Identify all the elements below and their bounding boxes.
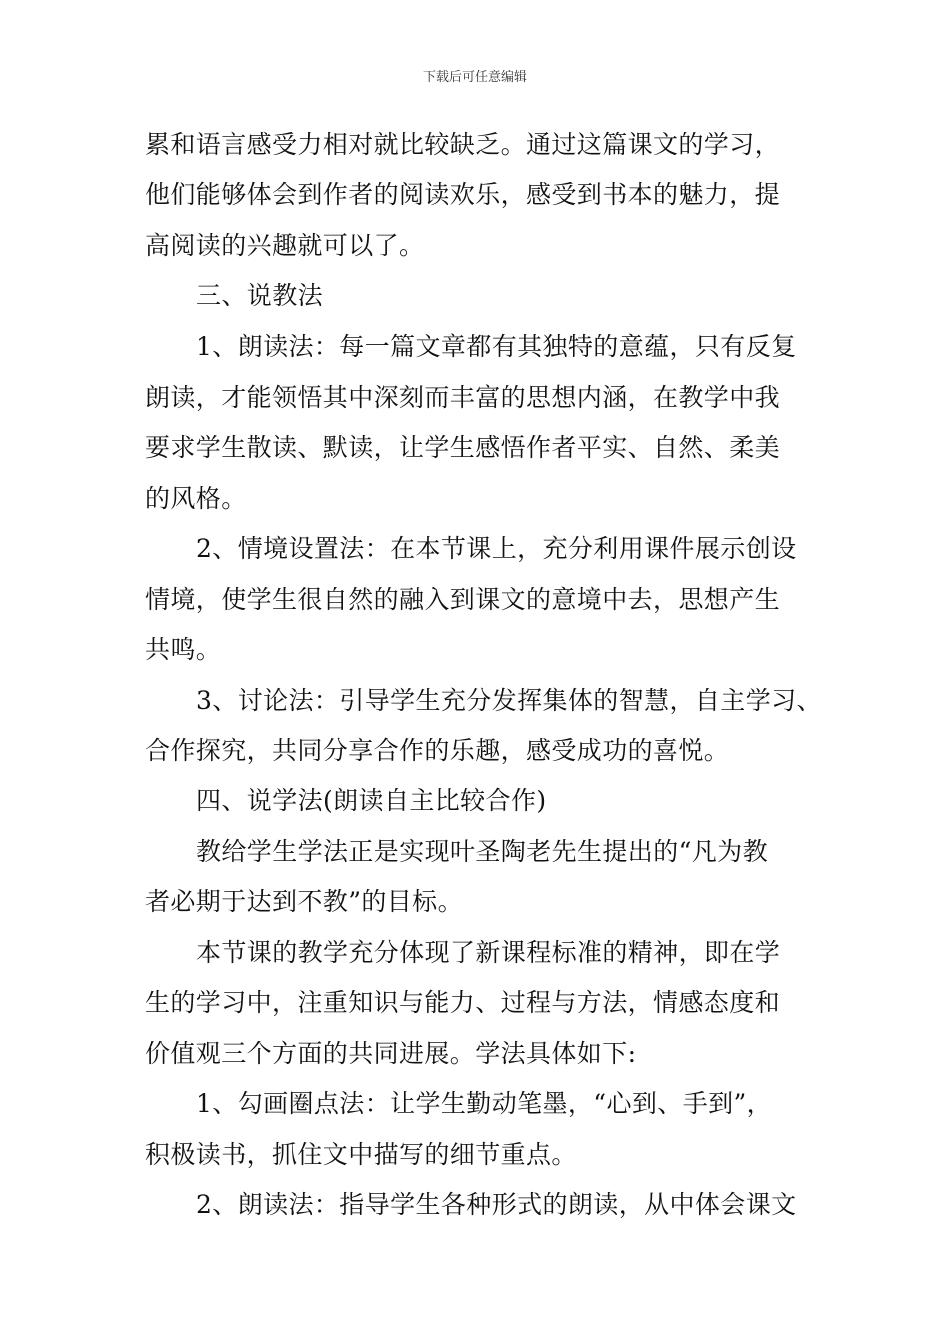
text-line: 3、讨论法：引导学生充分发挥集体的智慧，自主学习、: [196, 686, 822, 715]
text-line: 者必期于达到不教”的目标。: [145, 887, 463, 916]
text-line: 朗读，才能领悟其中深刻而丰富的思想内涵，在教学中我: [145, 383, 781, 412]
text-line: 高阅读的兴趣就可以了。: [145, 231, 425, 260]
text-line: 四、说学法(朗读自主比较合作): [196, 786, 547, 815]
text-line: 他们能够体会到作者的阅读欢乐，感受到书本的魅力，提: [145, 180, 781, 209]
text-line: 本节课的教学充分体现了新课程标准的精神，即在学: [196, 938, 781, 967]
text-line: 1、勾画圈点法：让学生勤动笔墨，“心到、手到”，: [196, 1089, 773, 1118]
text-line: 的风格。: [145, 484, 247, 513]
text-line: 累和语言感受力相对就比较缺乏。通过这篇课文的学习，: [145, 130, 781, 159]
text-line: 2、情境设置法：在本节课上，充分利用课件展示创设: [196, 534, 797, 563]
text-line: 共鸣。: [145, 635, 222, 664]
text-line: 三、说教法: [196, 281, 324, 310]
text-line: 要求学生散读、默读，让学生感悟作者平实、自然、柔美: [145, 433, 781, 462]
page-header: 下载后可任意编辑: [422, 70, 527, 85]
text-line: 积极读书，抓住文中描写的细节重点。: [145, 1140, 577, 1169]
text-line: 价值观三个方面的共同进展。学法具体如下:: [145, 1039, 637, 1068]
text-line: 情境，使学生很自然的融入到课文的意境中去，思想产生: [145, 585, 781, 614]
text-line: 合作探究，共同分享合作的乐趣，感受成功的喜悦。: [145, 736, 730, 765]
text-line: 生的学习中，注重知识与能力、过程与方法，情感态度和: [145, 988, 781, 1017]
text-line: 1、朗读法：每一篇文章都有其独特的意蕴，只有反复: [196, 332, 797, 361]
text-line: 教给学生学法正是实现叶圣陶老先生提出的“凡为教: [196, 837, 768, 866]
text-line: 2、朗读法：指导学生各种形式的朗读，从中体会课文: [196, 1190, 797, 1219]
